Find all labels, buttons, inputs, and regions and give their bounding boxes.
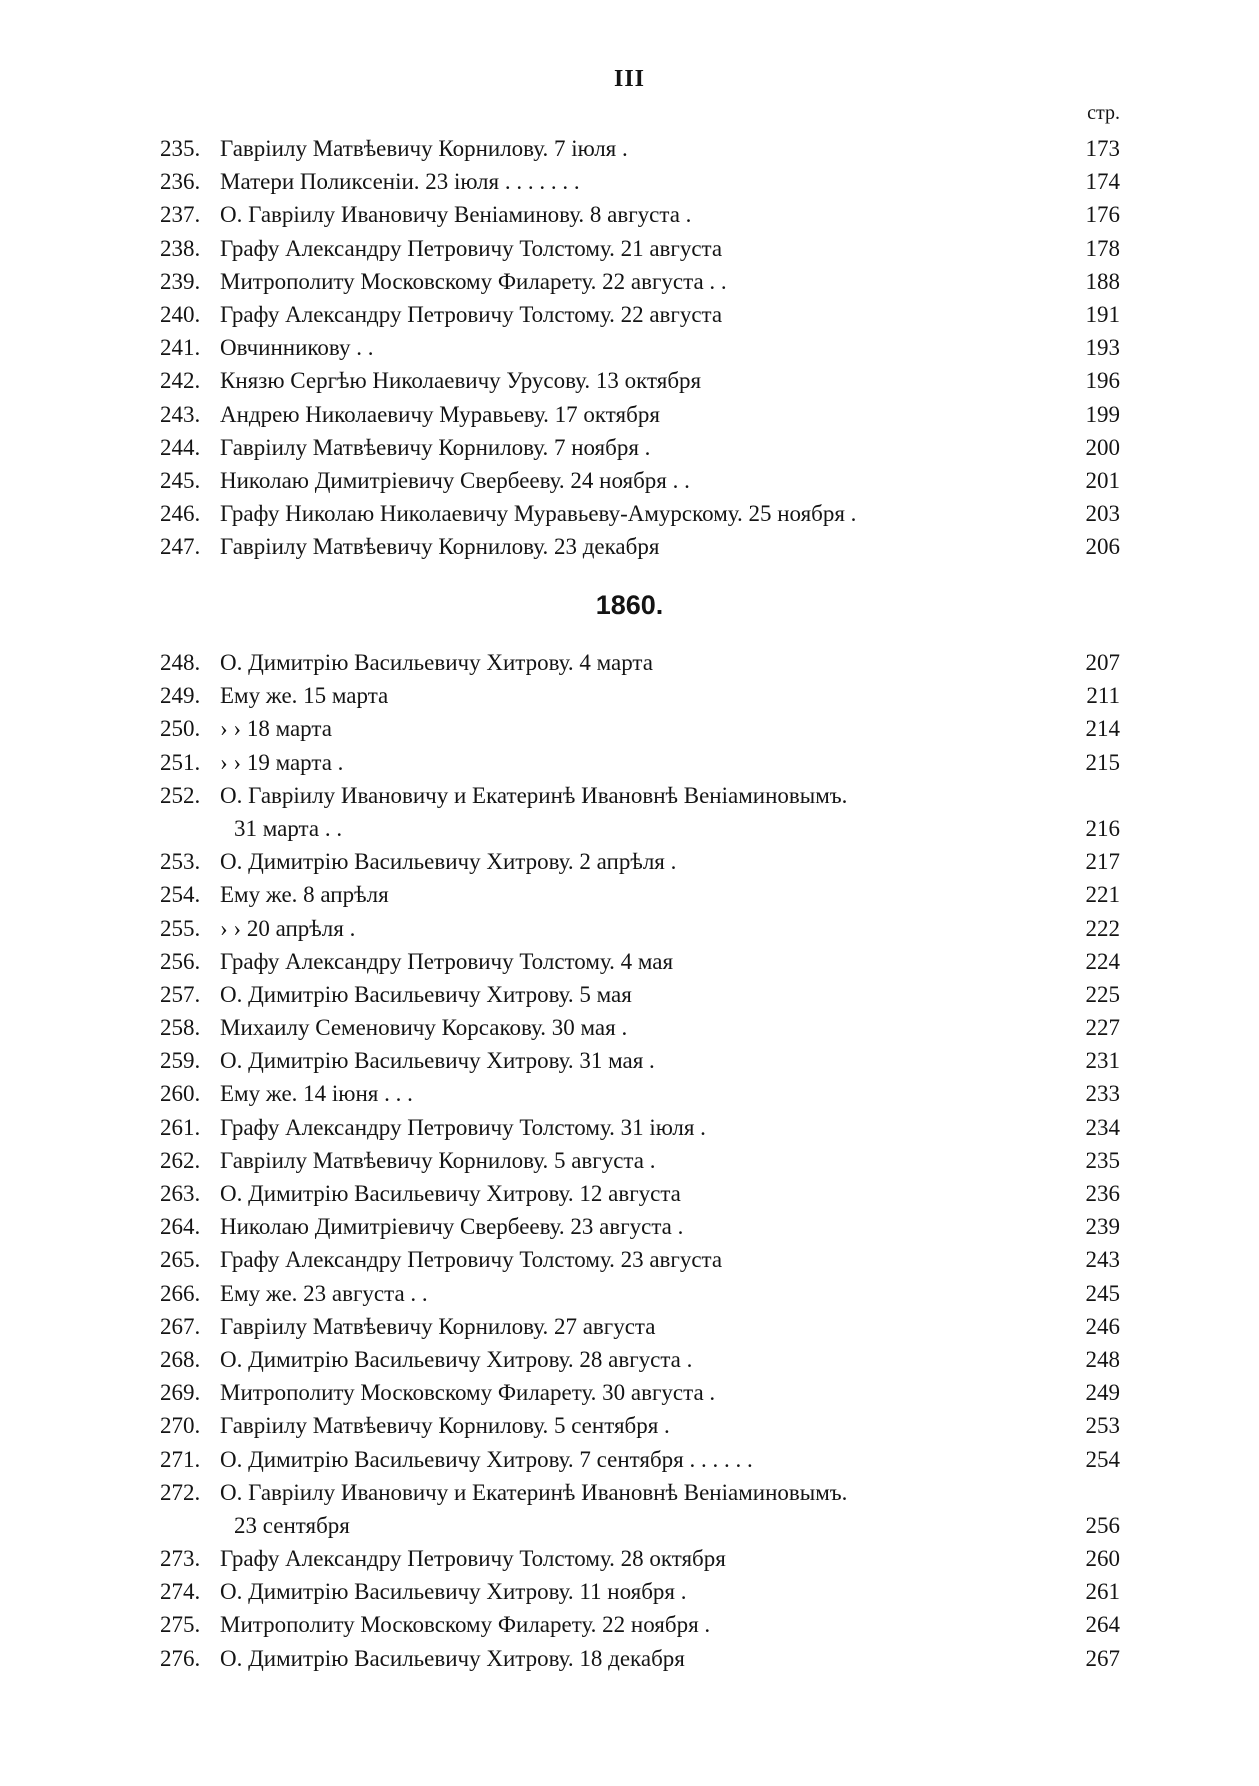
entry-number: 256. (160, 948, 201, 974)
entry-title: Митрополиту Московскому Филарету. 22 ноября . (220, 1612, 714, 1637)
entry-page: 216 (1085, 815, 1120, 841)
entry-title-wrap (220, 198, 1050, 231)
toc-entry (160, 1542, 1120, 1575)
entry-title-wrap (220, 945, 1050, 978)
entry-number: 257. (160, 981, 201, 1007)
toc-entry (160, 530, 1120, 563)
toc-entry (160, 712, 1120, 745)
toc-entry (160, 779, 1120, 845)
entry-title-wrap (220, 779, 1050, 845)
entry-number: 249. (160, 683, 201, 709)
entry-title: Князю Сергѣю Николаевичу Урусову. 13 октября (220, 368, 705, 393)
entry-number: 240. (160, 301, 201, 327)
entry-page: 174 (1085, 169, 1120, 195)
entry-title-wrap (220, 1111, 1050, 1144)
entry-title: Михаилу Семеновичу Корсакову. 30 мая . (220, 1015, 631, 1040)
entry-title: Графу Александру Петровичу Толстому. 21 августа (220, 236, 726, 261)
entry-page: 188 (1085, 268, 1120, 294)
entry-number: 241. (160, 335, 201, 361)
entry-number: 272. (160, 1479, 201, 1505)
entry-title-wrap (220, 746, 1050, 779)
entry-page: 214 (1085, 716, 1120, 742)
entry-title-wrap (220, 464, 1050, 497)
toc-entry (160, 878, 1120, 911)
entry-number: 270. (160, 1413, 201, 1439)
entry-title: Графу Александру Петровичу Толстому. 28 октября (220, 1546, 730, 1571)
entry-number: 244. (160, 434, 201, 460)
toc-entry (160, 1011, 1120, 1044)
entry-title-wrap (220, 1210, 1050, 1243)
entry-number: 266. (160, 1280, 201, 1306)
entry-title: Ему же. 23 августа . . (220, 1281, 432, 1306)
toc-entry (160, 978, 1120, 1011)
entry-title-wrap (220, 1144, 1050, 1177)
entry-title-continuation: 23 сентября (234, 1512, 350, 1538)
entry-title: › › 20 апрѣля . (220, 916, 359, 941)
entry-title-wrap (220, 646, 1050, 679)
entry-number: 253. (160, 849, 201, 875)
entry-title-wrap (220, 1642, 1050, 1675)
entry-page: 225 (1085, 981, 1120, 1007)
entry-title: Графу Александру Петровичу Толстому. 31 іюля . (220, 1115, 710, 1140)
entry-title-wrap (220, 1476, 1050, 1542)
entry-title-wrap (220, 165, 1050, 198)
entry-page: 261 (1085, 1579, 1120, 1605)
entry-page: 206 (1085, 534, 1120, 560)
entry-page: 245 (1085, 1280, 1120, 1306)
entry-title-wrap (220, 1011, 1050, 1044)
entry-number: 274. (160, 1579, 201, 1605)
entry-number: 236. (160, 169, 201, 195)
entry-title: О. Гавріилу Ивановичу Веніаминову. 8 августа . (220, 202, 695, 227)
entry-title: О. Димитрію Васильевичу Хитрову. 31 мая . (220, 1048, 659, 1073)
entry-number: 242. (160, 368, 201, 394)
entry-title: Ему же. 15 марта (220, 683, 392, 708)
entry-page: 215 (1085, 749, 1120, 775)
entry-number: 265. (160, 1247, 201, 1273)
toc-entry (160, 364, 1120, 397)
entry-title-wrap (220, 1044, 1050, 1077)
entry-number: 248. (160, 650, 201, 675)
entry-page: 199 (1085, 401, 1120, 427)
entry-title-wrap (220, 978, 1050, 1011)
entry-title: Гавріилу Матвѣевичу Корнилову. 5 августа . (220, 1148, 659, 1173)
entry-title-wrap (220, 232, 1050, 265)
page-column-label: стр. (1087, 102, 1120, 124)
entry-title: Графу Александру Петровичу Толстому. 22 августа (220, 302, 726, 327)
toc-entry (160, 845, 1120, 878)
entry-number: 261. (160, 1114, 201, 1140)
entry-title: Николаю Димитріевичу Свербееву. 23 августа . (220, 1214, 687, 1239)
entry-title: Гавріилу Матвѣевичу Корнилову. 27 августа (220, 1314, 659, 1339)
toc-entry (160, 165, 1120, 198)
toc-entry (160, 1443, 1120, 1476)
entry-number: 275. (160, 1612, 201, 1638)
toc-entry (160, 497, 1120, 530)
entry-title-wrap (220, 1310, 1050, 1343)
entry-title: Графу Николаю Николаевичу Муравьеву-Амурскому. 25 ноября . (220, 501, 860, 526)
entry-title: Андрею Николаевичу Муравьеву. 17 октября (220, 402, 664, 427)
toc-entry (160, 464, 1120, 497)
entry-title-wrap (220, 1376, 1050, 1409)
toc-entry (160, 1476, 1120, 1542)
toc-entry (160, 1144, 1120, 1177)
entry-title-wrap (220, 331, 1050, 364)
entry-title-wrap (220, 132, 1050, 165)
entry-page: 233 (1085, 1081, 1120, 1107)
entry-page: 207 (1085, 650, 1120, 675)
entry-title-wrap (220, 1277, 1050, 1310)
entry-title-wrap (220, 712, 1050, 745)
toc-entry (160, 1077, 1120, 1110)
entry-page: 200 (1085, 434, 1120, 460)
entry-title-wrap (220, 1443, 1050, 1476)
entry-title: Митрополиту Московскому Филарету. 22 августа . . (220, 269, 731, 294)
toc-entry (160, 646, 1120, 679)
entry-title-wrap (220, 845, 1050, 878)
entry-page: 173 (1085, 136, 1120, 161)
entry-page: 236 (1085, 1181, 1120, 1207)
entry-number: 259. (160, 1048, 201, 1074)
entry-title-wrap (220, 1077, 1050, 1110)
entry-title: Ему же. 14 іюня . . . (220, 1081, 417, 1106)
entry-title-wrap (220, 431, 1050, 464)
toc-entry (160, 232, 1120, 265)
entry-number: 262. (160, 1147, 201, 1173)
toc-entry (160, 1044, 1120, 1077)
entry-page: 196 (1085, 368, 1120, 394)
toc-entry (160, 1409, 1120, 1442)
entry-number: 255. (160, 915, 201, 941)
entry-page: 260 (1085, 1546, 1120, 1572)
entry-number: 235. (160, 136, 201, 161)
entry-title: Гавріилу Матвѣевичу Корнилову. 7 ноября . (220, 435, 654, 460)
entry-number: 239. (160, 268, 201, 294)
entry-number: 237. (160, 202, 201, 228)
toc-entry (160, 331, 1120, 364)
entry-title: О. Димитрію Васильевичу Хитрову. 5 мая (220, 982, 636, 1007)
toc-entry (160, 912, 1120, 945)
entry-title-wrap (220, 530, 1050, 563)
toc-entry (160, 945, 1120, 978)
entry-number: 245. (160, 467, 201, 493)
entry-title: Графу Александру Петровичу Толстому. 23 августа (220, 1247, 726, 1272)
entry-page: 201 (1085, 467, 1120, 493)
entry-page: 224 (1085, 948, 1120, 974)
entry-title: Графу Александру Петровичу Толстому. 4 мая (220, 949, 677, 974)
page-number: III (613, 66, 646, 92)
entry-title: О. Димитрію Васильевичу Хитрову. 2 апрѣля . (220, 849, 680, 874)
entry-page: 227 (1085, 1015, 1120, 1041)
entry-title-wrap (220, 679, 1050, 712)
entry-title: Овчинникову . . (220, 335, 377, 360)
entry-page: 234 (1085, 1114, 1120, 1140)
entry-number: 273. (160, 1546, 201, 1572)
toc-entry (160, 1243, 1120, 1276)
entry-page: 254 (1085, 1446, 1120, 1472)
toc-entry (160, 1575, 1120, 1608)
entry-title: › › 18 марта (220, 716, 336, 741)
toc-entry (160, 398, 1120, 431)
entry-page: 239 (1085, 1214, 1120, 1240)
toc-entry (160, 198, 1120, 231)
entry-number: 243. (160, 401, 201, 427)
toc-entry (160, 132, 1120, 165)
entry-title: О. Димитрію Васильевичу Хитрову. 4 марта (220, 650, 657, 675)
entry-title-wrap (220, 1608, 1050, 1641)
entry-title: Ему же. 8 апрѣля (220, 882, 393, 907)
entry-page: 235 (1085, 1147, 1120, 1173)
entry-page: 211 (1086, 683, 1120, 709)
entry-title: › › 19 марта . (220, 750, 347, 775)
toc-entry (160, 679, 1120, 712)
entry-title-wrap (220, 1177, 1050, 1210)
entry-page: 178 (1085, 235, 1120, 261)
entry-title: Гавріилу Матвѣевичу Корнилову. 7 іюля . (220, 136, 632, 161)
toc-entry (160, 1210, 1120, 1243)
entry-page: 267 (1085, 1645, 1120, 1671)
entry-title: Митрополиту Московскому Филарету. 30 августа . (220, 1380, 719, 1405)
entry-page: 191 (1085, 301, 1120, 327)
entry-number: 260. (160, 1081, 201, 1107)
entry-page: 203 (1085, 501, 1120, 527)
entry-title: О. Димитрію Васильевичу Хитрову. 11 ноября . (220, 1579, 691, 1604)
entry-title-wrap (220, 398, 1050, 431)
entry-page: 246 (1085, 1313, 1120, 1339)
entry-title-wrap (220, 1243, 1050, 1276)
toc-entry (160, 1343, 1120, 1376)
toc-entry (160, 431, 1120, 464)
entry-title-wrap (220, 298, 1050, 331)
entry-title-wrap (220, 1575, 1050, 1608)
entry-title: Гавріилу Матвѣевичу Корнилову. 23 декабря (220, 534, 663, 559)
entry-number: 263. (160, 1181, 201, 1207)
toc-entry (160, 298, 1120, 331)
entry-number: 267. (160, 1313, 201, 1339)
year-heading: 1860. (595, 590, 664, 620)
entry-number: 238. (160, 235, 201, 261)
entry-title-wrap (220, 265, 1050, 298)
toc-entry (160, 1642, 1120, 1675)
entry-page: 243 (1085, 1247, 1120, 1273)
entry-title: О. Димитрію Васильевичу Хитрову. 18 декабря (220, 1646, 689, 1671)
entry-page: 249 (1085, 1380, 1120, 1406)
entry-title-wrap (220, 1409, 1050, 1442)
entry-title: О. Димитрію Васильевичу Хитрову. 7 сентября . . . . . . (220, 1447, 757, 1472)
entry-number: 271. (160, 1446, 201, 1472)
toc-entry (160, 1310, 1120, 1343)
toc-entry (160, 1177, 1120, 1210)
entry-page: 193 (1085, 335, 1120, 361)
entry-number: 252. (160, 782, 201, 808)
entry-title-wrap (220, 1542, 1050, 1575)
entry-title-continuation: 31 марта . . (234, 815, 343, 841)
entry-title: Николаю Димитріевичу Свербееву. 24 ноября . . (220, 468, 694, 493)
toc-section-1859 (160, 132, 1120, 563)
entry-title-wrap (220, 912, 1050, 945)
entry-number: 254. (160, 882, 201, 908)
entry-title: Гавріилу Матвѣевичу Корнилову. 5 сентября . (220, 1413, 674, 1438)
entry-page: 256 (1085, 1512, 1120, 1538)
entry-page: 217 (1085, 849, 1120, 875)
entry-title-wrap (220, 497, 1050, 530)
entry-number: 250. (160, 716, 201, 742)
entry-number: 258. (160, 1015, 201, 1041)
entry-page: 253 (1085, 1413, 1120, 1439)
entry-page: 264 (1085, 1612, 1120, 1638)
toc-entry (160, 1277, 1120, 1310)
toc-entry (160, 746, 1120, 779)
toc-entry (160, 1376, 1120, 1409)
entry-title: О. Гавріилу Ивановичу и Екатеринѣ Ивановнѣ Веніаминовымъ. (220, 782, 848, 808)
entry-number: 276. (160, 1645, 201, 1671)
entry-number: 247. (160, 534, 201, 560)
entry-page: 231 (1085, 1048, 1120, 1074)
entry-title: Матери Поликсеніи. 23 іюля . . . . . . . (220, 169, 584, 194)
entry-title-wrap (220, 364, 1050, 397)
entry-page: 222 (1085, 915, 1120, 941)
entry-page: 248 (1085, 1346, 1120, 1372)
entry-title-wrap (220, 1343, 1050, 1376)
entry-page: 176 (1085, 202, 1120, 228)
entry-title: О. Гавріилу Ивановичу и Екатеринѣ Ивановнѣ Веніаминовымъ. (220, 1479, 848, 1505)
entry-number: 264. (160, 1214, 201, 1240)
entry-number: 268. (160, 1346, 201, 1372)
entry-title: О. Димитрію Васильевичу Хитрову. 12 августа (220, 1181, 685, 1206)
toc-entry (160, 265, 1120, 298)
entry-number: 269. (160, 1380, 201, 1406)
entry-title-wrap (220, 878, 1050, 911)
entry-number: 246. (160, 501, 201, 527)
entry-page: 221 (1085, 882, 1120, 908)
entry-number: 251. (160, 749, 201, 775)
toc-entry (160, 1111, 1120, 1144)
toc-section-1860 (160, 646, 1120, 1675)
toc-entry (160, 1608, 1120, 1641)
entry-title: О. Димитрію Васильевичу Хитрову. 28 августа . (220, 1347, 696, 1372)
